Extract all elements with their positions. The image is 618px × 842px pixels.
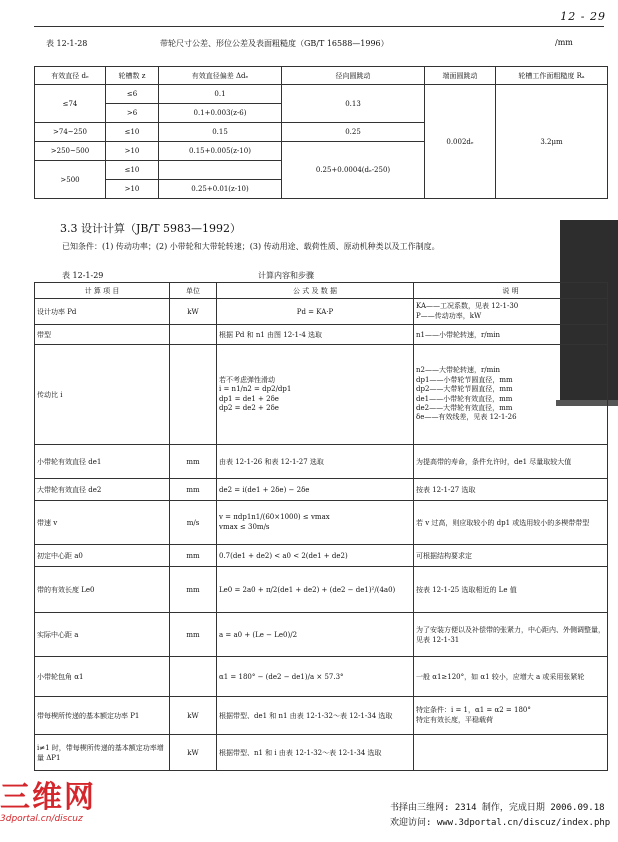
logo-url: 3dportal.cn/discuz bbox=[0, 814, 83, 824]
t1-cell: >74~250 bbox=[35, 123, 106, 142]
t2-item: 小带轮包角 α1 bbox=[35, 657, 170, 697]
t1-cell: 3.2μm bbox=[496, 85, 608, 199]
t2-formula: 根据 Pd 和 n1 由图 12-1-4 选取 bbox=[217, 325, 414, 345]
t2-note: 可根据结构要求定 bbox=[414, 545, 608, 567]
site-logo bbox=[0, 782, 112, 830]
t2-item: 带每楔所传递的基本额定功率 P1 bbox=[35, 697, 170, 735]
table2-title: 计算内容和步骤 bbox=[258, 271, 314, 280]
t2-unit: mm bbox=[170, 479, 217, 501]
t2-item: 初定中心距 a0 bbox=[35, 545, 170, 567]
t2-note: 为提高带的寿命，条件允许时，de1 尽量取较大值 bbox=[414, 445, 608, 479]
t2-note: 一般 α1≥120°，如 α1 较小，应增大 a 或采用张紧轮 bbox=[414, 657, 608, 697]
t1-cell: >10 bbox=[106, 180, 159, 199]
t1-header-dev: 有效直径偏差 Δdₑ bbox=[159, 67, 282, 85]
t1-cell: >500 bbox=[35, 161, 106, 199]
t2-item: 小带轮有效直径 de1 bbox=[35, 445, 170, 479]
t2-note: 特定条件：i = 1，α1 = α2 = 180° 特定有效长度，平稳载荷 bbox=[414, 697, 608, 735]
t2-note: 按表 12-1-27 选取 bbox=[414, 479, 608, 501]
table1-title: 带轮尺寸公差、形位公差及表面粗糙度（GB/T 16588—1996） bbox=[160, 39, 389, 48]
t2-unit: mm bbox=[170, 613, 217, 657]
t2-item: 设计功率 Pd bbox=[35, 299, 170, 325]
t2-note: n1——小带轮转速，r/min bbox=[414, 325, 608, 345]
t2-header-item: 计 算 项 目 bbox=[35, 283, 170, 299]
footer-url[interactable]: 欢迎访问: www.3dportal.cn/discuz/index.php bbox=[390, 818, 611, 828]
table2-number: 表 12-1-29 bbox=[62, 271, 104, 280]
t1-cell: >10 bbox=[106, 142, 159, 161]
t2-formula: α1 = 180° − (de2 − de1)/a × 57.3° bbox=[217, 657, 414, 697]
t2-item: 带速 v bbox=[35, 501, 170, 545]
t2-item: 带的有效长度 Le0 bbox=[35, 567, 170, 613]
t1-cell: ≤10 bbox=[106, 123, 159, 142]
t1-cell: 0.13 bbox=[282, 85, 425, 123]
t2-item: 实际中心距 a bbox=[35, 613, 170, 657]
t2-unit bbox=[170, 657, 217, 697]
calculation-table bbox=[34, 282, 608, 771]
t2-header-unit: 单位 bbox=[170, 283, 217, 299]
table1-number: 表 12-1-28 bbox=[46, 39, 88, 48]
t1-cell: ≤74 bbox=[35, 85, 106, 123]
t1-cell: ≤6 bbox=[106, 85, 159, 104]
t1-header-z: 轮槽数 z bbox=[106, 67, 159, 85]
t2-formula: 根据带型、n1 和 i 由表 12-1-32～表 12-1-34 选取 bbox=[217, 735, 414, 771]
t2-item: i≠1 时，带每楔所传递的基本额定功率增量 ΔP1 bbox=[35, 735, 170, 771]
t2-formula: v = πdp1n1/(60×1000) ≤ vmax vmax ≤ 30m/s bbox=[217, 501, 414, 545]
t2-formula: 根据带型、de1 和 n1 由表 12-1-32～表 12-1-34 选取 bbox=[217, 697, 414, 735]
t2-formula: 由表 12-1-26 和表 12-1-27 选取 bbox=[217, 445, 414, 479]
t1-cell: >6 bbox=[106, 104, 159, 123]
t2-unit: kW bbox=[170, 697, 217, 735]
t2-unit: m/s bbox=[170, 501, 217, 545]
known-conditions: 已知条件：(1) 传动功率；(2) 小带轮和大带轮转速；(3) 传动用途、载荷性质、原动机种类以及工作制度。 bbox=[62, 242, 440, 251]
t2-header-formula: 公 式 及 数 据 bbox=[217, 283, 414, 299]
t2-item: 传动比 i bbox=[35, 345, 170, 445]
t1-cell: 0.25 bbox=[282, 123, 425, 142]
t1-cell: 0.1 bbox=[159, 85, 282, 104]
logo-text: 三维网 bbox=[0, 780, 96, 815]
t2-unit: mm bbox=[170, 567, 217, 613]
t2-note: KA——工况系数，见表 12-1-30 P——传动功率，kW bbox=[414, 299, 608, 325]
t2-note bbox=[414, 735, 608, 771]
header-rule bbox=[34, 26, 604, 27]
t1-cell: 0.25+0.0004(dₑ-250) bbox=[282, 142, 425, 199]
t2-note: 按表 12-1-25 选取相近的 Le 值 bbox=[414, 567, 608, 613]
t2-note: n2——大带轮转速，r/min dp1——小带轮节圆直径，mm dp2——大带轮节圆直径，mm de1——小带轮有效直径，mm de2——大带轮有效直径，mm δe——有效线差，见表 12-1-26 bbox=[414, 345, 608, 445]
t2-item: 大带轮有效直径 de2 bbox=[35, 479, 170, 501]
t1-header-ra: 轮槽工作面粗糙度 Rₐ bbox=[496, 67, 608, 85]
t2-unit: mm bbox=[170, 545, 217, 567]
t2-unit: kW bbox=[170, 735, 217, 771]
t1-cell: 0.002dₑ bbox=[425, 85, 496, 199]
t2-formula: Pd = KA·P bbox=[217, 299, 414, 325]
table1-unit: /mm bbox=[555, 38, 573, 47]
t1-cell: 0.15 bbox=[159, 123, 282, 142]
page-number-header: 12 - 29 bbox=[560, 10, 606, 23]
t2-unit: kW bbox=[170, 299, 217, 325]
t2-formula: 若不考虑弹性滑动 i = n1/n2 = dp2/dp1 dp1 = de1 + 2δe dp2 = de2 + 2δe bbox=[217, 345, 414, 445]
t1-cell: 0.25+0.01(z-10) bbox=[159, 180, 282, 199]
t1-cell: >250~500 bbox=[35, 142, 106, 161]
t2-formula: a = a0 + (Le − Le0)/2 bbox=[217, 613, 414, 657]
t2-unit bbox=[170, 325, 217, 345]
t2-note: 若 v 过高，则应取较小的 dp1 或选用较小的多楔带带型 bbox=[414, 501, 608, 545]
t2-formula: Le0 = 2a0 + π/2(de1 + de2) + (de2 − de1)²/(4a0) bbox=[217, 567, 414, 613]
t2-unit: mm bbox=[170, 445, 217, 479]
tolerance-table bbox=[34, 66, 608, 199]
t1-cell: ≤10 bbox=[106, 161, 159, 180]
t2-unit bbox=[170, 345, 217, 445]
t1-cell: 0.15+0.005(z-10) bbox=[159, 142, 282, 161]
section-title: 3.3 设计计算（JB/T 5983—1992） bbox=[60, 222, 242, 235]
t1-cell: 0.1+0.003(z-6) bbox=[159, 104, 282, 123]
t1-header-radial: 径向圆跳动 bbox=[282, 67, 425, 85]
t1-cell bbox=[159, 161, 282, 180]
t2-header-note: 说 明 bbox=[414, 283, 608, 299]
t2-formula: de2 = i(de1 + 2δe) − 2δe bbox=[217, 479, 414, 501]
footer-credit: 书择由三维网: 2314 制作，完成日期 2006.09.18 bbox=[390, 803, 605, 813]
t1-header-face: 端面圆跳动 bbox=[425, 67, 496, 85]
t2-item: 带型 bbox=[35, 325, 170, 345]
t2-note: 为了安装方便以及补偿带的张紧力，中心距内、外侧调整量，见表 12-1-31 bbox=[414, 613, 608, 657]
t1-header-de: 有效直径 dₑ bbox=[35, 67, 106, 85]
t2-formula: 0.7(de1 + de2) < a0 < 2(de1 + de2) bbox=[217, 545, 414, 567]
